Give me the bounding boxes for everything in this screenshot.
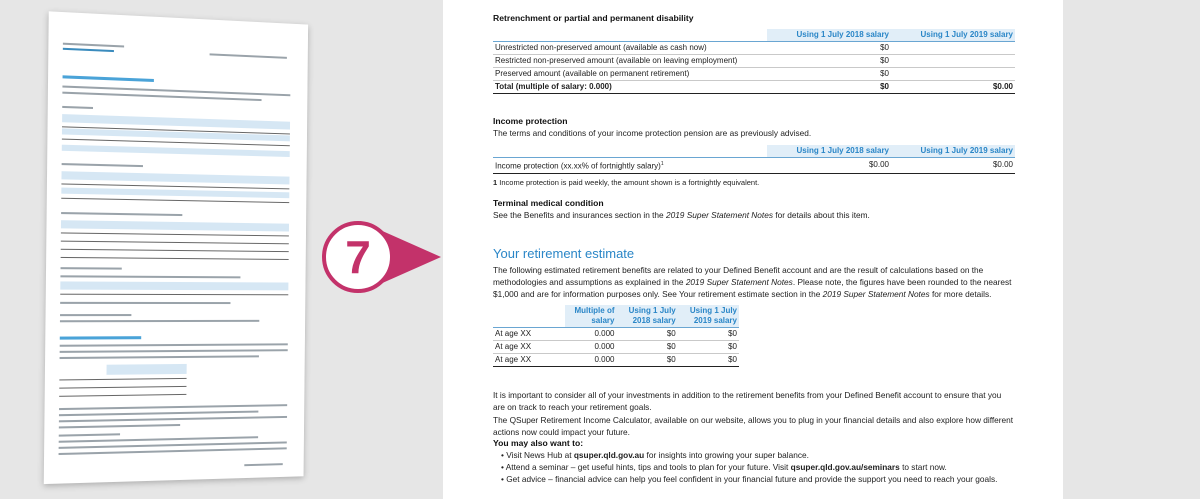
table-row: Restricted non-preserved amount (available on leaving employment) $0 [493, 55, 1015, 68]
retirement-table: Multiple of salary Using 1 July 2018 salary Using 1 July 2019 salary At age XX 0.000 $0 $0 At age XX 0.000 $0 $0 At age XX 0.000 $0 $0 [493, 305, 739, 367]
table-row: Unrestricted non-preserved amount (available as cash now) $0 [493, 42, 1015, 55]
retrenchment-table [493, 29, 1015, 94]
calculator-text: The QSuper Retirement Income Calculator, available on our website, allows you to plug in your financial details and also explore how different actions now could impact your future. [493, 415, 1014, 437]
retrenchment-col1: Using 1 July 2018 salary [767, 29, 891, 42]
table-row: At age XX 0.000 $0 $0 [493, 328, 739, 341]
table-row: At age XX 0.000 $0 $0 [493, 354, 739, 367]
step-number-badge: 7 [322, 221, 394, 293]
income-protection-intro: The terms and conditions of your income protection pension are as previously advised. [493, 128, 812, 138]
statement-page [443, 0, 1063, 499]
total-row: Total (multiple of salary: 0.000) $0 $0.00 [493, 81, 1015, 94]
page-thumbnail [44, 11, 308, 484]
retrenchment-col2: Using 1 July 2019 salary [891, 29, 1015, 42]
terminal-text: See the Benefits and insurances section in the 2019 Super Statement Notes for details about this item. [493, 210, 870, 220]
list-item: • Visit News Hub at qsuper.qld.gov.au for insights into growing your super balance. [501, 449, 1023, 461]
retirement-intro: The following estimated retirement benefits are related to your Defined Benefit account and are the result of calculations based on the methodologies and assumptions as explained in the 2019 Super Statement Notes. Please note, the figures have been rounded to the nearest $1,000 and are for information purposes only. See Your retirement estimate section in the 2019 Super Statement Notes for more details. [493, 265, 1012, 299]
income-protection-heading: Income protection [493, 116, 568, 126]
table-row: Income protection (xx.xx% of fortnightly salary)$^1$ $0.00 $0.00 [493, 158, 1015, 174]
may-also-heading: You may also want to: [493, 438, 584, 448]
may-also-list [493, 449, 1023, 485]
retirement-title: Your retirement estimate [493, 246, 635, 261]
list-item: • Get advice – financial advice can help you feel confident in your financial future and provide the support you need to reach your goals. [501, 473, 1023, 485]
news-hub-link[interactable]: qsuper.qld.gov.au [573, 450, 645, 460]
list-item: • Attend a seminar – get useful hints, tips and tools to plan for your future. Visit qsuper.qld.gov.au/seminars to start now. [501, 461, 1023, 473]
retrenchment-heading: Retrenchment or partial and permanent disability [493, 13, 694, 23]
income-protection-footnote: 1 Income protection is paid weekly, the amount shown is a fortnightly equivalent. [493, 178, 760, 187]
seminars-link[interactable]: qsuper.qld.gov.au/seminars [790, 462, 900, 472]
terminal-heading: Terminal medical condition [493, 198, 604, 208]
income-protection-table: Using 1 July 2018 salary Using 1 July 2019 salary Income protection (xx.xx% of fortnightly salary)$^1$ $0.00 $0.00 [493, 145, 1015, 174]
consider-text: It is important to consider all of your investments in addition to the retirement benefits from your Defined Benefit account to ensure that you are on track to reach your retirement goals. [493, 390, 1002, 412]
table-row: At age XX 0.000 $0 $0 [493, 341, 739, 354]
table-row: Preserved amount (available on permanent retirement) $0 [493, 68, 1015, 81]
